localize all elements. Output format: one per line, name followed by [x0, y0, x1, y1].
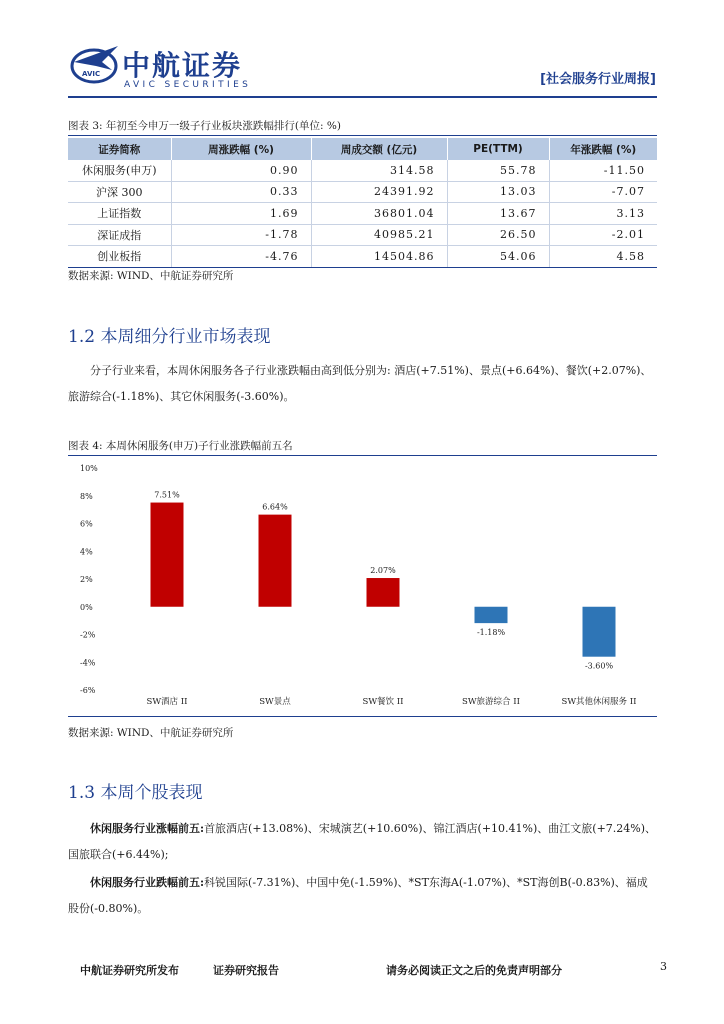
y-tick-label: 2% [80, 575, 93, 584]
table-row [68, 246, 657, 268]
table-cell: 0.90 [171, 160, 311, 181]
table-cell: 14504.86 [311, 246, 447, 268]
chart-bottom-rule [68, 716, 657, 717]
table-cell: 13.03 [447, 181, 549, 203]
column-header: 年涨跌幅 (%) [549, 138, 657, 160]
table-caption-rule [68, 135, 657, 136]
y-tick-label: -6% [80, 686, 96, 695]
bar-value-label: -3.60% [584, 661, 614, 671]
table-cell: 0.33 [171, 181, 311, 203]
table-cell: 24391.92 [311, 181, 447, 203]
logo-text: AVIC [82, 70, 101, 78]
report-type: [社会服务行业周报] [540, 72, 656, 87]
bar-value-label: 6.64% [262, 502, 288, 512]
x-axis [147, 696, 637, 707]
y-tick-label: 10% [80, 464, 98, 473]
gainers-paragraph [68, 816, 657, 868]
table-cell: 55.78 [447, 160, 549, 181]
y-tick-label: 8% [80, 491, 93, 501]
table-cell: 1.69 [171, 203, 311, 225]
table-cell: 3.13 [549, 203, 657, 225]
column-header: PE(TTM) [447, 138, 549, 160]
y-tick-label: 0% [80, 602, 93, 612]
index-performance-table [68, 138, 657, 268]
table-cell: 沪深 300 [68, 181, 171, 203]
table-cell: 36801.04 [311, 203, 447, 225]
bar-value-label: -1.18% [476, 628, 506, 638]
footer-publisher: 中航证券研究所发布 [80, 964, 179, 977]
x-category-label: SW餐饮 II [362, 697, 404, 707]
table-cell: 26.50 [447, 224, 549, 246]
avic-logo-icon [68, 40, 124, 88]
section-title-1-2: 1.2 本周细分行业市场表现 [68, 327, 271, 347]
x-category-label: SW旅游综合 II [462, 697, 520, 707]
bar-value-label: 7.51% [154, 490, 180, 500]
table-cell: 54.06 [447, 246, 549, 268]
bar [259, 515, 292, 607]
x-category-label: SW其他休闲服务 II [561, 697, 637, 707]
table-cell: -4.76 [171, 246, 311, 268]
table-row [68, 203, 657, 225]
section-1-2-paragraph: 分子行业来看，本周休闲服务各子行业涨跌幅由高到低分别为: 酒店(+7.51%)、景点(+6.64%)、餐饮(+2.07%)、旅游综合(-1.18%)、其它休闲服务(-3.60%)。 [68, 364, 652, 403]
table-row [68, 224, 657, 246]
table-header-row [68, 138, 657, 160]
table-cell: 40985.21 [311, 224, 447, 246]
y-axis [80, 464, 98, 695]
table-cell: 314.58 [311, 160, 447, 181]
brand-name-en: AVIC SECURITIES [124, 80, 252, 90]
table-row [68, 181, 657, 203]
losers-paragraph [68, 870, 657, 922]
y-tick-label: 6% [80, 519, 93, 529]
header-divider [68, 96, 657, 98]
bar-series [151, 503, 616, 657]
section-title-1-3: 1.3 本周个股表现 [68, 783, 203, 803]
brand-name-cn: 中航证券 [122, 49, 243, 82]
bar [583, 607, 616, 657]
chart-caption: 图表 4: 本周休闲服务(申万)子行业涨跌幅前五名 [68, 440, 293, 452]
losers-label: 休闲服务行业跌幅前五: [90, 876, 205, 889]
gainers-label: 休闲服务行业涨幅前五: [90, 822, 205, 835]
footer-report-kind: 证券研究报告 [213, 964, 279, 977]
x-category-label: SW酒店 II [146, 697, 188, 707]
footer-disclaimer: 请务必阅读正文之后的免责声明部分 [386, 964, 562, 977]
column-header: 证券简称 [68, 138, 171, 160]
table-cell: 13.67 [447, 203, 549, 225]
gainers-text: 首旅酒店(+13.08%)、宋城演艺(+10.60%)、锦江酒店(+10.41%)、曲江文旅(+7.24%)、国旅联合(+6.44%); [68, 822, 657, 861]
page-number: 3 [660, 960, 667, 973]
table-cell: 创业板指 [68, 246, 171, 268]
table-cell: 深证成指 [68, 224, 171, 246]
column-header: 周成交额 (亿元) [311, 138, 447, 160]
bar-value-label: 2.07% [370, 566, 396, 576]
table-cell: 休闲服务(申万) [68, 160, 171, 181]
bar [475, 607, 508, 623]
table-cell: 上证指数 [68, 203, 171, 225]
table-source: 数据来源: WIND、中航证券研究所 [68, 270, 234, 282]
table-cell: 4.58 [549, 246, 657, 268]
losers-text: 科锐国际(-7.31%)、中国中免(-1.59%)、*ST东海A(-1.07%)、*ST海创B(-0.83%)、福成股份(-0.80%)。 [68, 876, 648, 915]
y-tick-label: -2% [80, 630, 96, 640]
bar [367, 578, 400, 607]
table-cell: -11.50 [549, 160, 657, 181]
chart-source: 数据来源: WIND、中航证券研究所 [68, 727, 234, 739]
table-cell: -1.78 [171, 224, 311, 246]
table-row [68, 160, 657, 181]
y-tick-label: 4% [80, 547, 93, 557]
y-tick-label: -4% [80, 658, 96, 668]
table-caption: 图表 3: 年初至今申万一级子行业板块涨跌幅排行(单位: %) [68, 120, 341, 132]
x-category-label: SW景点 [259, 697, 291, 707]
chart-caption-rule [68, 455, 657, 456]
bar [151, 503, 184, 607]
subindustry-bar-chart [68, 458, 657, 713]
column-header: 周涨跌幅 (%) [171, 138, 311, 160]
table-cell: -2.01 [549, 224, 657, 246]
table-cell: -7.07 [549, 181, 657, 203]
